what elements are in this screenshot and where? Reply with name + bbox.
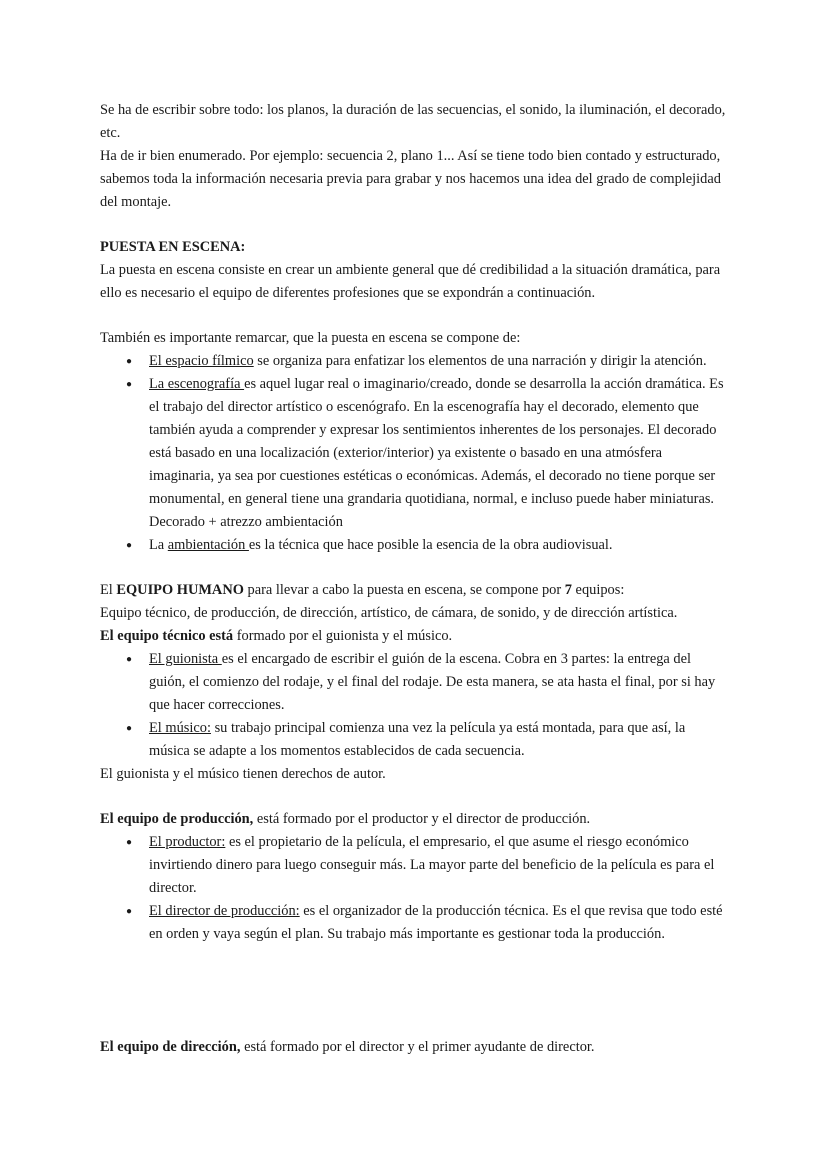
item-text: es el encargado de escribir el guión de la escena. Cobra en 3 partes: la entrega del guión, el comienzo del rodaje, y el final del rodaje. De esta manera, se ata hasta el final, por si hay que hacer correcciones. — [149, 651, 716, 713]
item-text: su trabajo principal comienza una vez la película ya está montada, para que así, la música se adapte a los momentos establecidos de cada secuencia. — [149, 720, 686, 759]
text-fragment: para llevar a cabo la puesta en escena, se compone por — [243, 582, 565, 598]
equipo-produccion-term: El equipo de producción, — [100, 811, 254, 827]
text-fragment: está formado por el productor y el director de producción. — [253, 811, 591, 827]
list-item — [100, 900, 728, 946]
item-text: es la técnica que hace posible la esencia de la obra audiovisual. — [248, 537, 613, 553]
equipo-direccion-intro — [100, 1036, 728, 1059]
bullet-icon: ● — [126, 723, 133, 734]
text-fragment: está formado por el director y el primer ayudante de director. — [240, 1039, 595, 1055]
list-item-extra-line — [100, 511, 728, 534]
term-espacio-filmico: El espacio fílmico — [149, 353, 254, 369]
bullet-icon: ● — [126, 540, 133, 551]
bullet-icon: ● — [126, 906, 133, 917]
equipo-paragraph-2: Equipo técnico, de producción, de dirección, artístico, de cámara, de sonido, y de dirección artística. — [100, 605, 678, 621]
term-musico: El músico: — [149, 720, 211, 736]
text-fragment: equipos: — [571, 582, 625, 598]
item-text: es el organizador de la producción técnica. Es el que revisa que todo esté en orden y vaya según el plan. Su trabajo más importante es gestionar toda la producción. — [149, 903, 723, 942]
section-heading-puesta: PUESTA EN ESCENA: — [100, 239, 246, 255]
bullet-icon: ● — [126, 379, 133, 390]
document-body — [100, 99, 728, 1059]
item-text: se organiza para enfatizar los elementos de una narración y dirigir la atención. — [253, 353, 707, 369]
bullet-icon: ● — [126, 356, 133, 367]
puesta-paragraph-1: La puesta en escena consiste en crear un ambiente general que dé credibilidad a la situación dramática, para ello es necesario el equipo de diferentes profesiones que se expondrán a continuación. — [100, 262, 721, 301]
bullet-icon: ● — [126, 837, 133, 848]
intro-paragraph-2: Ha de ir bien enumerado. Por ejemplo: secuencia 2, plano 1... Así se tiene todo bien contado y estructurado, sabemos toda la información necesaria previa para grabar y nos hacemos una idea del grado de complejidad del montaje. — [100, 148, 721, 210]
list-item — [100, 534, 728, 557]
equipo-tecnico-term: El equipo técnico está — [100, 628, 234, 644]
list-item — [100, 373, 728, 511]
text-fragment: formado por el guionista y el músico. — [233, 628, 453, 644]
list-item — [100, 648, 728, 717]
term-director-produccion: El director de producción: — [149, 903, 300, 919]
list-item — [100, 831, 728, 900]
puesta-paragraph-2: También es importante remarcar, que la puesta en escena se compone de: — [100, 330, 521, 346]
term-ambientacion: ambientación — [167, 537, 249, 553]
bullet-icon: ● — [126, 654, 133, 665]
list-item — [100, 717, 728, 763]
tecnico-list — [100, 648, 728, 763]
equipo-produccion-intro — [100, 808, 728, 831]
list-item — [100, 350, 728, 373]
item-text: es el propietario de la película, el empresario, el que asume el riesgo económico invirtiendo dinero para luego conseguir más. La mayor parte del beneficio de la película es para el director. — [149, 834, 715, 896]
equipo-paragraph-1 — [100, 579, 728, 602]
text-fragment: El — [100, 582, 117, 598]
equipo-humano-term: EQUIPO HUMANO — [116, 582, 244, 598]
equipo-tecnico-intro — [100, 625, 728, 648]
decorado-note: Decorado + atrezzo ambientación — [149, 514, 343, 530]
puesta-list — [100, 350, 728, 557]
tecnico-note: El guionista y el músico tienen derechos de autor. — [100, 766, 386, 782]
team-count: 7 — [564, 582, 572, 598]
term-escenografia: La escenografía — [149, 376, 245, 392]
item-text: es aquel lugar real o imaginario/creado, donde se desarrolla la acción dramática. Es el trabajo del director artístico o escenógrafo. En la escenografía hay el decorado, elemento que también ayuda a comprender y expresar los sentimientos inherentes de los personajes. El decorado está basado en una localización (exterior/interior) ya existente o basado en una atmósfera imaginaria, ya sea por cuestiones estéticas o económicas. Además, el decorado no tiene porque ser monumental, en general tiene una grandaria quotidiana, normal, e incluso puede haber miniaturas. — [149, 376, 724, 507]
term-guionista: El guionista — [149, 651, 222, 667]
item-prefix: La — [149, 537, 168, 553]
intro-paragraph-1: Se ha de escribir sobre todo: los planos, la duración de las secuencias, el sonido, la iluminación, el decorado, etc. — [100, 102, 726, 141]
produccion-list — [100, 831, 728, 946]
equipo-direccion-term: El equipo de dirección, — [100, 1039, 241, 1055]
term-productor: El productor: — [149, 834, 226, 850]
